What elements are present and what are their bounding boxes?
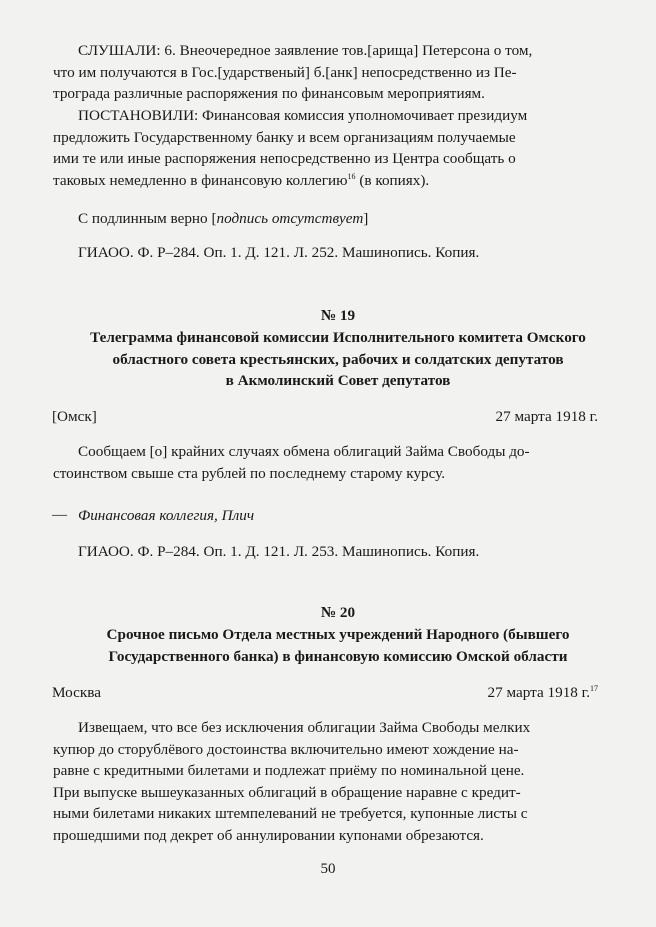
text-line: купюр до сторублёвого достоинства включительно имеют хождение на-: [53, 740, 519, 758]
title-line: Государственного банка) в финансовую комиссию Омской области: [108, 647, 568, 665]
document-body: [53, 717, 598, 846]
text-fragment: С подлинным верно [: [78, 210, 217, 227]
text-line: ными билетами никаких штемпелеваний не требуется, купонные листы с: [53, 805, 528, 822]
text-line: прошедшими под декрет об аннулировании купонами обрезаются.: [53, 826, 484, 844]
italic-note: подпись отсутствует: [216, 210, 364, 227]
signature: Финансовая коллегия, Плич: [78, 507, 255, 524]
text-line: Извещаем, что все без исключения облигации Займа Свободы мелких: [78, 719, 531, 736]
text-line: ими те или иные распоряжения непосредственно из Центра сообщать о: [53, 150, 516, 167]
footnote-ref: 17: [590, 684, 598, 693]
document-number: № 19: [320, 307, 356, 324]
title-line: в Акмолинский Совет депутатов: [225, 372, 451, 389]
text-line: СЛУШАЛИ: 6. Внеочередное заявление тов.[арища] Петерсона о том,: [78, 42, 533, 59]
document-body: [53, 441, 598, 484]
title-line: областного совета крестьянских, рабочих и солдатских депутатов: [112, 350, 564, 368]
document-title: [60, 624, 616, 667]
archive-reference: ГИАОО. Ф. Р–284. Оп. 1. Д. 121. Л. 252. Машинопись. Копия.: [78, 244, 480, 261]
archive-reference: ГИАОО. Ф. Р–284. Оп. 1. Д. 121. Л. 253. Машинопись. Копия.: [78, 543, 480, 560]
title-line: Срочное письмо Отдела местных учреждений Народного (бывшего: [106, 626, 570, 643]
text-fragment: таковых немедленно в финансовую коллегию: [53, 171, 348, 189]
text-line: ПОСТАНОВИЛИ: Финансовая комиссия уполномочивает президиум: [78, 107, 528, 124]
document-date: 27 марта 1918 г.: [495, 408, 598, 425]
document-title: [60, 327, 616, 392]
text-line: При выпуске вышеуказанных облигаций в обращение наравне с кредит-: [53, 783, 521, 801]
document-date: 27 марта 1918 г.: [487, 684, 590, 701]
text-line: что им получаются в Гос.[ударственый] б.[анк] непосредственно из Пе-: [53, 63, 517, 81]
postanovili-paragraph: [53, 105, 598, 191]
signature-dash: —: [52, 507, 67, 523]
footnote-ref: 16: [347, 171, 356, 181]
text-fragment: (в копиях).: [355, 171, 430, 189]
place-date-row: [52, 406, 598, 428]
page-number: 50: [320, 861, 336, 877]
document-number: № 20: [320, 604, 356, 621]
document-place: Москва: [52, 684, 101, 701]
document-place: [Омск]: [52, 408, 97, 425]
text-fragment: ]: [363, 210, 369, 227]
verno-line: [78, 208, 598, 230]
text-line: равне с кредитными билетами и подлежат приёму по номинальной цене.: [53, 762, 525, 779]
text-line: стоинством свыше ста рублей по последнему старому курсу.: [53, 464, 446, 482]
text-line: Сообщаем [о] крайних случаях обмена облигаций Займа Свободы до-: [78, 443, 530, 460]
title-line: Телеграмма финансовой комиссии Исполнительного комитета Омского: [90, 329, 586, 346]
text-line: предложить Государственному банку и всем организациям получаемые: [53, 128, 516, 146]
slushali-paragraph: [53, 40, 598, 105]
text-line: трограда различные распоряжения по финансовым мероприятиям.: [53, 85, 485, 102]
place-date-row: [52, 682, 598, 704]
document-date-wrap: [488, 682, 598, 704]
text-line: [53, 170, 598, 192]
